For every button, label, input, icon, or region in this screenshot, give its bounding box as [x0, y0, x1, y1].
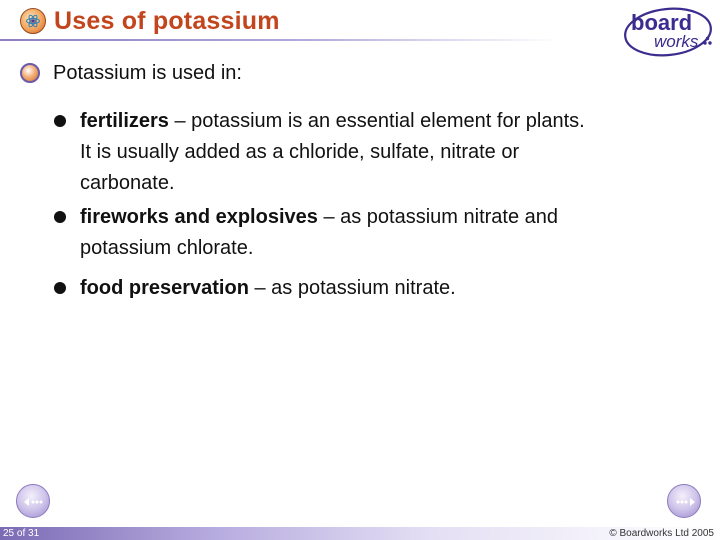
list-item-fireworks	[80, 202, 700, 264]
list-item-line: carbonate.	[80, 172, 175, 194]
boardworks-logo	[618, 2, 718, 60]
list-item-text: – as potassium nitrate.	[248, 277, 456, 299]
list-item-line: potassium chlorate.	[80, 237, 254, 259]
logo-word-works: works	[654, 32, 699, 51]
list-item-text: – as potassium nitrate and	[317, 206, 559, 228]
list-item-term: fireworks and explosives	[80, 206, 318, 228]
copyright-notice: © Boardworks Ltd 2005	[609, 528, 714, 539]
list-item-line	[80, 273, 700, 304]
bullet-dot-icon	[54, 115, 66, 127]
next-slide-button[interactable]	[667, 484, 701, 518]
page-number: 25 of 31	[3, 528, 40, 539]
bullet-dot-icon	[54, 211, 66, 223]
list-item-text: – potassium is an essential element for plants.	[168, 110, 585, 132]
list-item-term: fertilizers	[80, 110, 169, 132]
list-item-line	[80, 202, 700, 233]
next-slide-icon	[668, 485, 702, 519]
list-item-fertilizers	[80, 106, 700, 199]
list-item-term: food preservation	[80, 277, 249, 299]
lead-text: Potassium is used in:	[53, 62, 242, 84]
list-item-line	[80, 106, 700, 137]
list-item-line: It is usually added as a chloride, sulfate, nitrate or	[80, 141, 520, 163]
previous-slide-icon	[17, 485, 51, 519]
logo-word-board: board	[631, 10, 693, 35]
title-divider	[0, 39, 560, 41]
bullet-dot-icon	[54, 282, 66, 294]
page-title: Uses of potassium	[54, 7, 280, 35]
list-item-food-preservation	[80, 273, 700, 304]
atom-badge-icon	[20, 8, 46, 34]
previous-slide-button[interactable]	[16, 484, 50, 518]
lead-bullet-icon	[20, 63, 40, 83]
